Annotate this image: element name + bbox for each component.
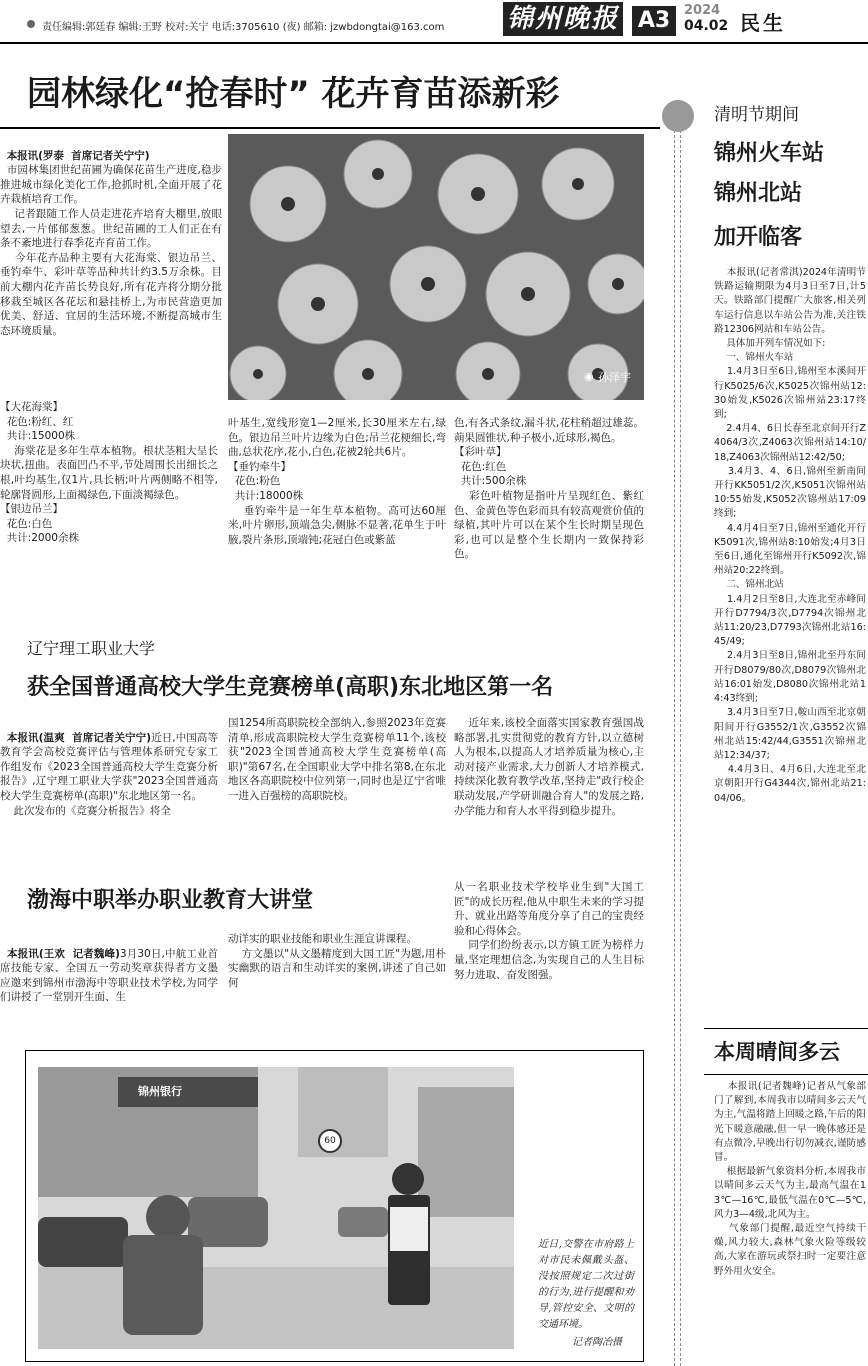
date: 04.02 bbox=[684, 18, 729, 34]
right-article-body: 本报讯(记者常淇)2024年清明节铁路运输期限为4月3日至7日,计5天。铁路部门提醒广大旅客,相关列车运行信息以车站公告为准,关注铁路12306网站和车站公告。 具体加开列车情况如下: 一、锦州火车站 1.4月3日至6日,锦州至本溪间开行K5025/6次,K5025次锦州站12:30始发,K5026次锦州站23:17终到; 2.4月4、6日长春至北京间开行Z4064/3次,Z4063次锦州站14:10/18,Z4063次锦州站12:42/50; 3.4月3、4、6日,锦州至新南间开行KK5051/2次,K5051次锦州站10:55始发,K5052次锦州站17:09终到; 4.4月4日至7日,锦州至通化开行K5091次,锦州站8:10始发;4月3日至6日,通化至锦州开行K5092次,锦州站20:22终到。 二、锦州北站 1.4月2日至8日,大连北至赤峰间开行D7794/3次,D7794次锦州北站11:20/23,D7793次锦州北站16:45/49; 2.4月3日至8日,锦州北至丹东间开行D8079/80次,D8079次锦州北站16:01始发,D8080次锦州北站14:43终到; 3.4月3日至7日,鞍山西至北京朝阳间开行G3552/1次,G3552次锦州北站15:42/44,G3551次锦州北站12:34/37; 4.4月3日、4月6日,大连北至北京朝阳开行G4344次,锦州北站21:04/06。 bbox=[714, 267, 866, 804]
right-title-line-2: 锦州北站 bbox=[714, 181, 803, 206]
article1-title: 园林绿化“抢春时” 花卉育苗添新彩 bbox=[27, 74, 560, 114]
article1-title-rule bbox=[0, 127, 660, 129]
photo-story-caption: 近日,交警在市府路上对市民未佩戴头盔、没按照规定二次过街的行为,进行提醒和劝导,管控安全、文明的交通环境。 bbox=[538, 1239, 634, 1330]
article1-byline: 本报讯(罗泰 首席记者关宁宁) bbox=[6, 149, 150, 162]
right-kicker: 清明节期间 bbox=[714, 105, 799, 125]
bullet-icon bbox=[27, 20, 35, 28]
bank-sign: 锦州银行 bbox=[138, 1085, 182, 1098]
flower-photo bbox=[228, 134, 644, 400]
article1-lead bbox=[0, 134, 222, 396]
right-title-line-3: 加开临客 bbox=[714, 225, 803, 250]
weather-title-rule bbox=[704, 1074, 868, 1075]
weather-rule bbox=[704, 1028, 868, 1029]
article2-col1-text: 近日,中国高等教育学会高校竞赛评估与管理体系研究专家工作组发布《2023全国普通高校大学生竞赛分析报告》,辽宁理工职业大学获"2023全国普通高校大学生竞赛榜单(高职)"东北地区第一名。 此次发布的《竞赛分析报告》将全 bbox=[0, 731, 218, 817]
article3-col1 bbox=[0, 932, 218, 1032]
flower-image bbox=[228, 134, 644, 400]
page-number: A3 bbox=[632, 6, 676, 36]
year: 2024 bbox=[684, 3, 721, 18]
article1-lead-text: 市园林集团世纪苗圃为确保花苗生产进度,稳步推进城市绿化美化工作,抢抓时机,全面开展了花卉栽植培育工作。 记者跟随工作人员走进花卉培育大棚里,放眼望去,一片郁郁葱葱。世纪苗圃的工人们正在有条不紊地进行春季花卉育苗工作。 今年花卉品种主要有大花海棠、银边吊兰、垂钓牵牛、彩叶草等品种共计约3.5万余株。目前大棚内花卉苗长势良好,所有花卉将分期分批移栽至城区各花坛和悬挂桥上,为市民营造更加优美、舒适、宜居的生活环境,不断提高城市生态环境质量。 bbox=[0, 164, 222, 337]
article1-col1: 【大花海棠】 花色:粉红、红 共计:15000株 海棠花是多年生草本植物。根状茎粗大呈长块状,扭曲。表面凹凸不平,节处周围长出细长之根,叶均基生,仅1片,具长柄;叶片两侧略不相等,轮廓肾圆形,上面褐绿色,下面淡褐绿色。 【银边吊兰】 花色:白色 共计:2000余株 bbox=[0, 401, 218, 545]
article2-col2: 国1254所高职院校全部纳入,参照2023年竞赛清单,形成高职院校大学生竞赛榜单11个,该校获"2023全国普通高校大学生竞赛榜单(高职)"第67名,在全国职业大学中排名第8,在东北地区各高职院校中位列第一,同时也是辽宁省唯一进入百强榜的高职院校。 bbox=[228, 717, 446, 802]
masthead: 锦州晚报 bbox=[503, 2, 623, 36]
article1-col2: 叶基生,宽线形宽1—2厘米,长30厘米左右,绿色。银边吊兰叶片边缘为白色;吊兰花梗细长,弯曲,总状花序,花小,白色,花被2轮共6片。 【垂钓牵牛】 花色:粉色 共计:18000株 垂钓牵牛是一年生草本植物。高可达60厘米,叶片卵形,顶端急尖,侧脉不显著,花单生于叶腋,裂片条形,顶端钝;花冠白色或紫蓝 bbox=[228, 417, 446, 546]
article3-col2: 动详实的职业技能和职业生涯宣讲课程。 方文墨以"从文墨精度到大国工匠"为题,用朴实幽默的语言和生动详实的案例,讲述了自己如何 bbox=[228, 933, 446, 989]
article2-byline: 本报讯(温爽 首席记者关宁宁) bbox=[6, 731, 152, 744]
camera-icon: ◉ bbox=[584, 370, 594, 383]
editor-line: 责任编辑:郭廷春 编辑:王野 校对:关宁 电话:3705610 (夜) 邮箱: jzwbdongtai@163.com bbox=[42, 22, 445, 33]
weather-title: 本周晴间多云 bbox=[714, 1040, 840, 1064]
header-rule bbox=[0, 42, 868, 44]
speed-limit-sign: 60 bbox=[318, 1129, 342, 1153]
article2-col3: 近年来,该校全面落实国家教育强国战略部署,扎实贯彻党的教育方针,以立德树人为根本,以提高人才培养质量为核心,主动对接产业需求,大力创新人才培养模式,持续深化教育教学改革,坚持走"政行校企联动发展,产学研训融合育人"的发展之路,办学能力和育人水平得到稳步提升。 bbox=[454, 717, 644, 817]
article1-col3: 色,有各式条纹,漏斗状,花柱稍超过雄蕊。蒴果圆锥状,种子极小,近球形,褐色。 【彩叶草】 花色:红色 共计:500余株 彩色叶植物是指叶片呈现红色、紫红色、金黄色等色彩而具有较高观赏价值的绿植,其叶片可以在某个生长时期呈现色彩,也可以是整个生长期内一致保持彩色。 bbox=[454, 417, 644, 561]
right-column-rule-2 bbox=[680, 130, 681, 1366]
top-header bbox=[0, 0, 868, 46]
weather-body: 本报讯(记者魏峰)记者从气象部门了解到,本周我市以晴间多云天气为主,气温将踏上回暖之路,午后的阳光下暖意融融,但一早一晚体感还是有点微冷,早晚出行切勿减衣,谨防感冒。 根据最新气象资料分析,本周我市以晴间多云天气为主,最高气温在13℃—16℃,最低气温在0℃—5℃,风力3—4级,北风为主。 气象部门提醒,最近空气持续干燥,风力较大,森林气象火险等级较高,大家在游玩或祭扫时一定要注意野外用火安全。 bbox=[714, 1081, 866, 1277]
right-column-dot bbox=[662, 100, 694, 132]
article3-col3: 从一名职业技术学校毕业生到"大国工匠"的成长历程,他从中职生未来的学习提升、就业出路等角度分享了自己的宝贵经验和心得体会。 同学们纷纷表示,以方镇工匠为榜样力量,坚定理想信念,为实现自己的人生目标努力进取、奋发图强。 bbox=[454, 881, 644, 981]
traffic-image bbox=[38, 1067, 514, 1349]
photo-story-box bbox=[25, 1050, 644, 1362]
photo-story-credit: 记者陶冶摄 bbox=[572, 1337, 622, 1348]
article2-title: 获全国普通高校大学生竞赛榜单(高职)东北地区第一名 bbox=[27, 675, 554, 700]
right-title-line-1: 锦州火车站 bbox=[714, 141, 825, 166]
photo-credit: 孙泽宇 bbox=[598, 371, 631, 384]
right-column-rule bbox=[674, 130, 675, 1366]
article3-byline: 本报讯(王欢 记者魏峰) bbox=[6, 947, 120, 960]
article3-col1-text: 3月30日,中航工业首席技能专家、全国五一劳动奖章获得者方文墨应邀来到锦州市渤海中等职业技术学校,为同学们讲授了一堂别开生面、生 bbox=[0, 947, 218, 1004]
traffic-photo bbox=[38, 1067, 514, 1349]
article3-title: 渤海中职举办职业教育大讲堂 bbox=[27, 888, 314, 913]
article2-kicker: 辽宁理工职业大学 bbox=[27, 639, 156, 658]
section-name: 民生 bbox=[740, 11, 786, 35]
article2-col1 bbox=[0, 716, 218, 876]
